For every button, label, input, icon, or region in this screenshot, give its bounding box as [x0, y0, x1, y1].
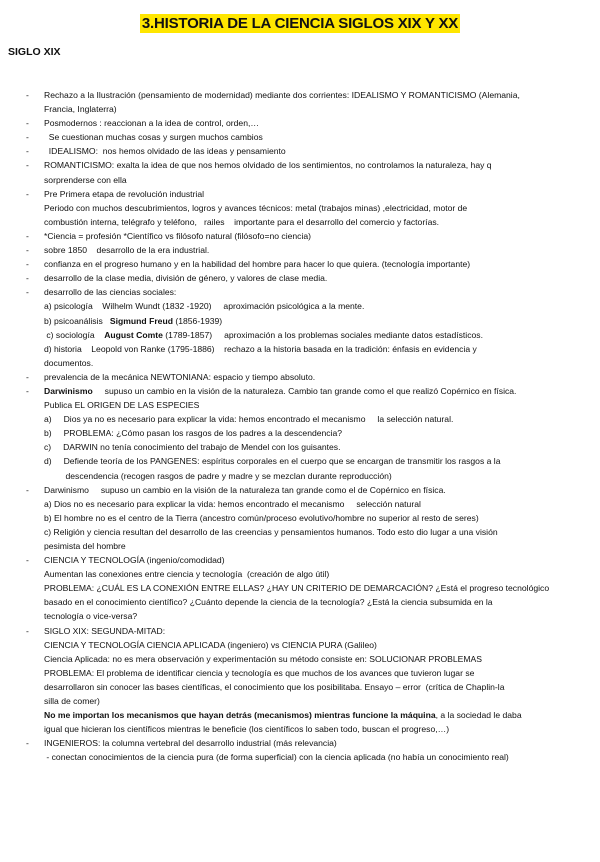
text-line	[0, 722, 600, 736]
line-text-part: a) Dios ya no es necesario para explicar la vida: hemos encontrado el mecanismo la selección natural.	[44, 414, 454, 425]
bullet-marker: -	[26, 625, 29, 636]
line-text-part: desarrollo de las ciencias sociales:	[44, 287, 177, 298]
line-text-part: Francia, Inglaterra)	[44, 104, 117, 115]
text-line	[0, 328, 600, 342]
line-text	[44, 722, 600, 736]
text-line	[0, 116, 600, 130]
text-line	[0, 553, 600, 567]
line-text-part: sobre 1850 desarrollo de la era industrial.	[44, 245, 210, 256]
text-line	[0, 497, 600, 511]
line-text	[44, 638, 600, 652]
text-line	[0, 511, 600, 525]
line-text-part: d) Defiende teoría de los PANGENES: espíritus corporales en el cuerpo que se encargan de transmitir los rasgos a la	[44, 456, 501, 467]
bullet-marker: -	[26, 188, 29, 199]
line-text-rest: (1856-1939)	[172, 315, 223, 326]
text-line	[0, 469, 600, 483]
line-text-part: igual que hicieran los científicos mientras le beneficie (los científicos lo saben todo, buscan el progreso,…)	[44, 724, 450, 735]
bullet-marker	[0, 595, 44, 609]
line-text-part: tecnología o vice-versa?	[44, 611, 138, 622]
line-text	[44, 652, 600, 666]
line-text-part: desarrollaron sin conocer las bases científicas, el conocimiento que los posibilitaba. Ensayo – error (crítica de Chaplin-la	[44, 681, 505, 692]
line-text	[44, 328, 600, 342]
bullet-marker: -	[26, 738, 29, 749]
line-text	[44, 215, 600, 229]
line-text	[44, 88, 600, 102]
text-line	[0, 581, 600, 595]
line-text	[44, 356, 600, 370]
bold-text: No me importan los mecanismos que hayan detrás (mecanismos) mientras funcione la máquina	[44, 710, 436, 721]
line-text-part: SIGLO XIX: SEGUNDA-MITAD:	[44, 625, 166, 636]
line-text-part: IDEALISMO: nos hemos olvidado de las ideas y pensamiento	[44, 146, 286, 157]
text-line	[0, 257, 600, 271]
line-text-part: Se cuestionan muchas cosas y surgen muchos cambios	[44, 132, 263, 143]
line-text-part: Periodo con muchos descubrimientos, logros y avances técnicos: metal (trabajos minas) ,electricidad, motor de	[44, 202, 468, 213]
line-text	[44, 595, 600, 609]
bullet-marker: -	[26, 273, 29, 284]
line-text-rest: , a la sociedad le daba	[435, 710, 522, 721]
bold-text: Darwinismo	[44, 385, 93, 396]
text-line	[0, 299, 600, 313]
bullet-marker	[0, 680, 44, 694]
line-text-part: CIENCIA Y TECNOLOGÍA (ingenio/comodidad)	[44, 555, 225, 566]
text-line	[0, 454, 600, 468]
line-text	[44, 539, 600, 553]
document-body	[0, 88, 600, 765]
bullet-marker: -	[26, 287, 29, 298]
bullet-marker	[0, 398, 44, 412]
bullet-marker: -	[26, 90, 29, 100]
line-text-part: d) historia Leopold von Ranke (1795-1886) rechazo a la historia basada en la tradición: énfasis en evidencia y	[44, 343, 477, 354]
line-text-part: sorprenderse con ella	[44, 174, 127, 185]
line-text	[44, 666, 600, 680]
line-text	[44, 314, 600, 328]
bullet-marker: -	[26, 259, 29, 270]
text-line	[0, 750, 600, 764]
line-text	[44, 469, 600, 483]
bullet-marker	[0, 314, 44, 328]
line-text-rest: supuso un cambio en la visión de la naturaleza. Cambio tan grande como el que realizó Copérnico en física.	[92, 385, 517, 396]
line-text	[44, 229, 600, 243]
text-line	[0, 201, 600, 215]
text-line	[0, 398, 600, 412]
line-text-part: Ciencia Aplicada: no es mera observación y experimentación su método consiste en: SOLUCIONAR PROBLEMAS	[44, 653, 483, 664]
bullet-marker	[0, 342, 44, 356]
text-line	[0, 609, 600, 623]
text-line	[0, 102, 600, 116]
line-text	[44, 285, 600, 299]
text-line	[0, 88, 600, 102]
bullet-marker	[0, 299, 44, 313]
text-line	[0, 384, 600, 398]
line-text	[44, 158, 600, 172]
text-line	[0, 426, 600, 440]
text-line	[0, 229, 600, 243]
text-line	[0, 173, 600, 187]
line-text	[44, 271, 600, 285]
text-line	[0, 158, 600, 172]
line-text	[44, 454, 600, 468]
line-text	[44, 116, 600, 130]
text-line	[0, 483, 600, 497]
bullet-marker	[0, 469, 44, 483]
line-text	[44, 708, 600, 722]
text-line	[0, 624, 600, 638]
bullet-marker	[0, 666, 44, 680]
line-text-part: b) El hombre no es el centro de la Tierra (ancestro común/proceso evolutivo/hombre no superior al resto de seres)	[44, 512, 479, 523]
text-line	[0, 370, 600, 384]
text-line	[0, 525, 600, 539]
line-text-part: PROBLEMA: ¿CUÁL ES LA CONEXIÓN ENTRE ELLAS? ¿HAY UN CRITERIO DE DEMARCACIÓN? ¿Está el progreso tecnológico	[44, 583, 550, 594]
text-line	[0, 144, 600, 158]
bullet-marker	[0, 525, 44, 539]
text-line	[0, 736, 600, 750]
line-text	[44, 102, 600, 116]
bullet-marker	[0, 652, 44, 666]
line-text-part: - conectan conocimientos de la ciencia pura (de forma superficial) con la ciencia aplicada (no había un conocimiento real)	[44, 752, 509, 763]
text-line	[0, 666, 600, 680]
bold-text: Sigmund Freud	[109, 315, 173, 326]
bullet-marker	[0, 102, 44, 116]
bullet-marker	[0, 581, 44, 595]
line-text	[44, 173, 600, 187]
line-text	[44, 144, 600, 158]
line-text-part: silla de comer)	[44, 696, 100, 707]
line-text	[44, 412, 600, 426]
line-text	[44, 398, 600, 412]
line-text	[44, 426, 600, 440]
text-line	[0, 440, 600, 454]
bullet-marker	[0, 750, 44, 764]
line-text-part: ROMANTICISMO: exalta la idea de que nos hemos olvidado de los sentimientos, no controlamos la naturaleza, hay q	[44, 160, 492, 171]
text-line	[0, 130, 600, 144]
line-text-part: confianza en el progreso humano y en la habilidad del hombre para hacer lo que quiera. (tecnología importante)	[44, 259, 471, 270]
line-text-part: c) sociología	[44, 329, 105, 340]
bullet-marker: -	[26, 555, 29, 566]
text-line	[0, 638, 600, 652]
line-text	[44, 130, 600, 144]
line-text	[44, 384, 600, 398]
line-text-part: *Ciencia = profesión *Científico vs filósofo natural (filósofo=no ciencia)	[44, 230, 312, 241]
bullet-marker	[0, 609, 44, 623]
bullet-marker: -	[26, 484, 29, 495]
text-line	[0, 243, 600, 257]
line-text-part: INGENIEROS: la columna vertebral del desarrollo industrial (más relevancia)	[44, 738, 337, 749]
bullet-marker: -	[26, 371, 29, 382]
bullet-marker	[0, 173, 44, 187]
bullet-marker	[0, 722, 44, 736]
line-text	[44, 243, 600, 257]
line-text-part: c) Religión y ciencia resultan del desarrollo de las creencias y pensamientos humanos. Todo esto dio lugar a una visión	[44, 526, 498, 537]
text-line	[0, 356, 600, 370]
section-heading: SIGLO XIX	[8, 46, 61, 58]
line-text-part: pesimista del hombre	[44, 541, 126, 551]
line-text-part: combustión interna, telégrafo y teléfono, railes importante para el desarrollo del comercio y factorías.	[44, 216, 440, 227]
line-text-part: Publica EL ORIGEN DE LAS ESPECIES	[44, 400, 200, 411]
line-text	[44, 694, 600, 708]
text-line	[0, 539, 600, 553]
bullet-marker: -	[26, 118, 29, 129]
line-text	[44, 567, 600, 581]
bullet-marker: -	[26, 146, 29, 157]
text-line	[0, 285, 600, 299]
line-text	[44, 257, 600, 271]
bullet-marker	[0, 694, 44, 708]
bullet-marker	[0, 708, 44, 722]
line-text	[44, 497, 600, 511]
line-text	[44, 201, 600, 215]
bullet-marker	[0, 215, 44, 229]
bullet-marker: -	[26, 230, 29, 241]
line-text-part: a) Dios no es necesario para explicar la vida: hemos encontrado el mecanismo selección natural	[44, 498, 421, 509]
bullet-marker: -	[26, 160, 29, 171]
bullet-marker	[0, 201, 44, 215]
line-text	[44, 553, 600, 567]
line-text-part: basado en el conocimiento científico? ¿Cuánto depende la ciencia de la tecnología? ¿Está la ciencia subsumida en la	[44, 597, 493, 608]
text-line	[0, 595, 600, 609]
line-text-part: c) DARWIN no tenía conocimiento del trabajo de Mendel con los guisantes.	[44, 442, 341, 453]
text-line	[0, 187, 600, 201]
bold-text: August Comte	[104, 329, 163, 340]
line-text	[44, 680, 600, 694]
bullet-marker: -	[26, 385, 29, 396]
bullet-marker	[0, 497, 44, 511]
line-text	[44, 511, 600, 525]
line-text-part: prevalencia de la mecánica NEWTONIANA: espacio y tiempo absoluto.	[44, 371, 316, 382]
bullet-marker	[0, 426, 44, 440]
bullet-marker	[0, 567, 44, 581]
line-text-part: Pre Primera etapa de revolución industrial	[44, 188, 205, 199]
bullet-marker	[0, 412, 44, 426]
line-text-part: documentos.	[44, 357, 94, 368]
bullet-marker	[0, 539, 44, 553]
line-text-part: CIENCIA Y TECNOLOGÍA CIENCIA APLICADA (ingeniero) vs CIENCIA PURA (Galileo)	[44, 639, 377, 650]
text-line	[0, 680, 600, 694]
text-line	[0, 567, 600, 581]
text-line	[0, 694, 600, 708]
line-text	[44, 609, 600, 623]
bullet-marker	[0, 440, 44, 454]
title-wrap	[0, 14, 600, 33]
line-text	[44, 525, 600, 539]
text-line	[0, 708, 600, 722]
line-text-part: Posmodernos : reaccionan a la idea de control, orden,…	[44, 118, 259, 129]
bullet-marker	[0, 328, 44, 342]
line-text	[44, 750, 600, 764]
line-text-part: a) psicología Wilhelm Wundt (1832 -1920) aproximación psicológica a la mente.	[44, 301, 365, 312]
bullet-marker: -	[26, 245, 29, 256]
bullet-marker	[0, 511, 44, 525]
text-line	[0, 314, 600, 328]
line-text	[44, 736, 600, 750]
line-text-part: Rechazo a la Ilustración (pensamiento de modernidad) mediante dos corrientes: IDEALISMO Y ROMANTICISMO (Alemania,	[44, 90, 520, 100]
line-text	[44, 299, 600, 313]
line-text-part: b) psicoanálisis	[44, 315, 110, 326]
text-line	[0, 652, 600, 666]
line-text	[44, 440, 600, 454]
line-text	[44, 187, 600, 201]
line-text	[44, 342, 600, 356]
bullet-marker	[0, 638, 44, 652]
line-text	[44, 581, 600, 595]
line-text-rest: (1789-1857) aproximación a los problemas sociales mediante datos estadísticos.	[162, 329, 483, 340]
text-line	[0, 342, 600, 356]
text-line	[0, 215, 600, 229]
bullet-marker	[0, 356, 44, 370]
line-text-part: descendencia (recogen rasgos de padre y madre y se mezclan durante reproducción)	[44, 470, 392, 481]
line-text	[44, 370, 600, 384]
page-title: 3.HISTORIA DE LA CIENCIA SIGLOS XIX Y XX	[141, 15, 459, 32]
line-text-part: Darwinismo supuso un cambio en la visión de la naturaleza tan grande como el de Copérnico en física.	[44, 484, 446, 495]
line-text-part: Aumentan las conexiones entre ciencia y tecnología (creación de algo útil)	[44, 569, 330, 580]
line-text-part: b) PROBLEMA: ¿Cómo pasan los rasgos de los padres a la descendencia?	[44, 428, 343, 439]
text-line	[0, 412, 600, 426]
bullet-marker: -	[26, 132, 29, 143]
line-text-part: desarrollo de la clase media, división de género, y valores de clase media.	[44, 273, 328, 284]
line-text	[44, 624, 600, 638]
line-text	[44, 483, 600, 497]
text-line	[0, 271, 600, 285]
bullet-marker	[0, 454, 44, 468]
line-text-part: PROBLEMA: El problema de identificar ciencia y tecnología es que muchos de los avances que tuvieron lugar se	[44, 667, 475, 678]
